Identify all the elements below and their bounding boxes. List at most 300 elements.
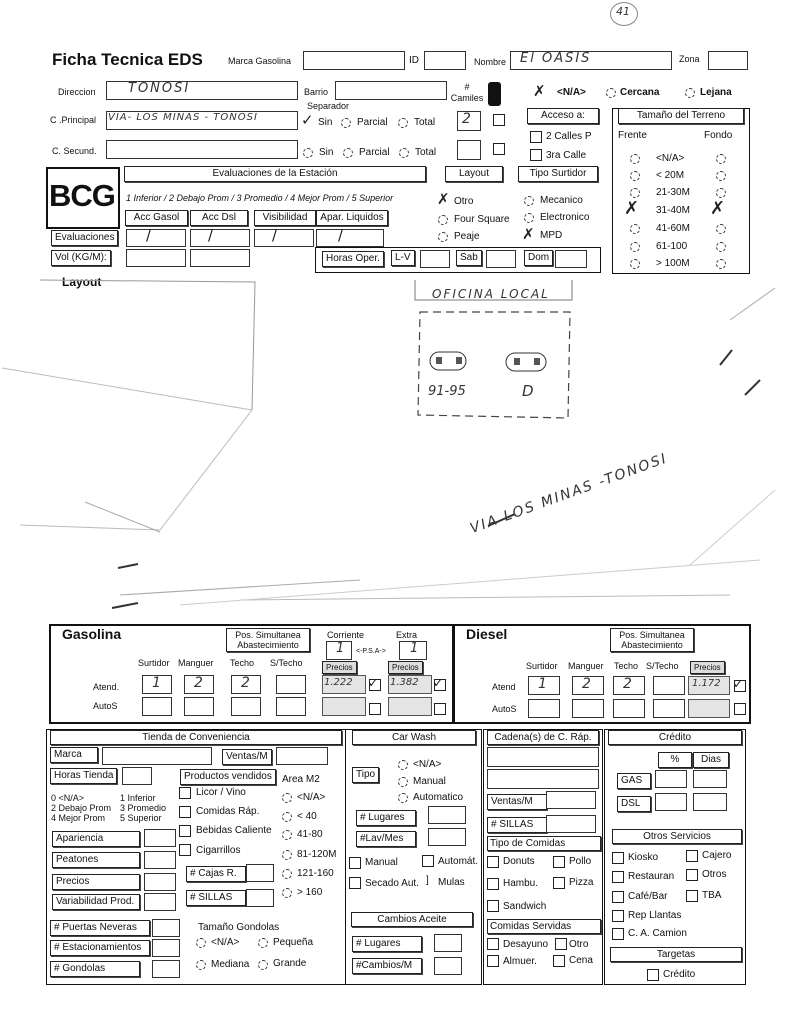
carwash-tipo: Tipo [352, 767, 379, 783]
servicio: Kiosko [628, 852, 659, 863]
tienda-horas-label: Horas Tienda [50, 768, 117, 784]
electronico-radio[interactable] [524, 213, 534, 223]
carwash-opt: Manual [413, 776, 446, 787]
frente-check-mark: ✗ [624, 198, 640, 219]
tienda-prod-check[interactable] [179, 825, 191, 837]
tienda-eval-field[interactable] [144, 873, 176, 891]
tienda-area: < 40 [297, 811, 317, 822]
cadena-field[interactable] [487, 747, 599, 767]
tienda-scale: 1 Inferior [120, 793, 156, 803]
tamano-option: 41-60M [656, 223, 690, 234]
gasolina-autos-field[interactable] [142, 697, 172, 716]
layout-section-label: Layout [62, 275, 102, 289]
carwash-radio[interactable] [398, 760, 408, 770]
cadena-tipo: Tipo de Comidas [487, 836, 601, 851]
tienda-eval-field[interactable] [144, 893, 176, 911]
marca-label: Marca Gasolina [228, 56, 292, 66]
servicio: TBA [702, 890, 722, 901]
camiles-label: # Camiles [450, 82, 484, 103]
credito-dsl: DSL [617, 796, 651, 812]
check-mark-icon: ✗ [533, 82, 546, 100]
gasolina-autos-field[interactable] [276, 697, 306, 716]
frente-radio[interactable] [630, 242, 640, 252]
tienda-area-radio[interactable] [282, 869, 292, 879]
cadena-title: Cadena(s) de C. Ráp. [487, 730, 599, 745]
comida-check[interactable] [487, 900, 499, 912]
comida-check[interactable] [553, 877, 565, 889]
acceso-title: Acceso a: [527, 108, 599, 124]
four-square-radio[interactable] [438, 215, 448, 225]
serv-check[interactable] [487, 938, 499, 950]
total-radio-2[interactable] [399, 148, 409, 158]
tienda-puertas-field[interactable] [152, 919, 180, 937]
eval-col-visibilidad: Visibilidad [254, 210, 316, 226]
carwash-cambiosm: #Cambios/M [352, 958, 422, 974]
credito-gas-dias[interactable] [693, 770, 727, 788]
calle3-label: 3ra Calle [546, 150, 587, 161]
tienda-eval-field[interactable] [144, 851, 176, 869]
gasolina-autos-check[interactable] [434, 703, 446, 715]
sin-label-2: Sin [319, 147, 334, 158]
tienda-marca-field[interactable] [102, 747, 212, 765]
horas-label: Horas Oper. [322, 251, 384, 267]
gasolina-precios-1: Precios [322, 661, 357, 674]
carwash-automat-check[interactable] [422, 855, 434, 867]
comida: Donuts [503, 856, 535, 867]
tienda-scale: 4 Mejor Prom [51, 813, 106, 823]
fondo-radio[interactable] [716, 224, 726, 234]
carwash-lugares-field[interactable] [428, 806, 466, 824]
barrio-label: Barrio [304, 87, 329, 97]
eval-field[interactable] [316, 226, 384, 247]
credito-targeta: Crédito [663, 969, 696, 980]
credito-pct: % [658, 752, 692, 768]
tamano-option: 21-30M [656, 187, 690, 198]
bcg-logo-text: BCG [49, 178, 115, 213]
eval-col-acc-dsl: Acc Dsl [190, 210, 248, 226]
vol-field[interactable] [190, 249, 250, 267]
carwash-lugares2: # Lugares [352, 936, 422, 952]
gasolina-col-techo: Techo [230, 658, 255, 668]
lejana-radio[interactable] [685, 88, 695, 98]
layout-opt-otro: Otro [454, 196, 474, 207]
serv: Almuer. [503, 956, 537, 967]
check-mark-icon: ✓ [433, 676, 444, 690]
tienda-prod: Licor / Vino [196, 787, 246, 798]
tienda-estac-field[interactable] [152, 939, 180, 957]
carwash-cambiosm-field[interactable] [434, 957, 462, 975]
nombre-value: El OASIS [520, 51, 592, 66]
eval-field[interactable] [254, 226, 314, 247]
zona-label: Zona [679, 54, 700, 64]
camiles-field-2[interactable] [457, 140, 481, 160]
marca-field[interactable] [303, 51, 405, 70]
gasolina-atend-value: 2 [241, 675, 252, 691]
sab-label: Sab [456, 250, 482, 266]
diesel-col-manguer: Manguer [568, 661, 604, 671]
principal-value: VIA- LOS MINAS - TONOSI [108, 112, 258, 123]
dom-label: Dom [524, 250, 553, 266]
gasolina-autos-price[interactable] [388, 697, 432, 716]
servicio-check[interactable] [612, 871, 624, 883]
servicio: Otros [702, 869, 727, 880]
tamano-option: 31-40M [656, 205, 690, 216]
tienda-gondolas-label: # Gondolas [50, 961, 140, 977]
principal-label: C .Principal [50, 115, 97, 125]
servicio: C. A. Camion [628, 928, 687, 939]
credito-title: Crédito [608, 730, 742, 745]
carwash-opt: <N/A> [413, 759, 442, 770]
tienda-eval-label: Variabilidad Prod. [52, 894, 140, 910]
direccion-value: TONOSI [128, 81, 191, 96]
layout-block-title: Layout [445, 166, 503, 182]
proximity-cercana: Cercana [620, 87, 660, 98]
evaluaciones-row-label: Evaluaciones [51, 230, 118, 246]
diesel-autos-field[interactable] [528, 699, 560, 718]
tienda-eval-label: Precios [52, 874, 140, 890]
diesel-atend-value: 2 [582, 676, 593, 692]
carwash-secado-check[interactable] [349, 877, 361, 889]
tienda-prod-check[interactable] [179, 806, 191, 818]
tamano-radio[interactable] [258, 960, 268, 970]
tienda-horas-field[interactable] [122, 767, 152, 785]
gasolina-price-2: 1.382 [390, 677, 419, 688]
tienda-cajas-field[interactable] [246, 864, 274, 882]
sab-field[interactable] [486, 250, 516, 268]
lv-field[interactable] [420, 250, 450, 268]
diesel-precios: Precios [690, 661, 725, 674]
tamano-option: <N/A> [656, 153, 685, 164]
serv-check[interactable] [555, 938, 567, 950]
calles2-label: 2 Calles P [546, 131, 592, 142]
fondo-check-mark: ✗ [710, 198, 726, 219]
gasolina-atend-label: Atend. [93, 682, 120, 692]
otros-servicios-title: Otros Servicios [612, 829, 742, 844]
tienda-scale: 0 <N/A> [51, 793, 85, 803]
comida-check[interactable] [553, 856, 565, 868]
tienda-sillas-field[interactable] [246, 889, 274, 907]
traffic-light-icon [488, 82, 501, 106]
total-radio-1[interactable] [398, 118, 408, 128]
layout-opt-peaje: Peaje [454, 231, 480, 242]
carwash-lavmes: #Lav/Mes [356, 831, 416, 847]
frente-radio[interactable] [630, 259, 640, 269]
diesel-autos-field[interactable] [613, 699, 645, 718]
credito-dsl-dias[interactable] [693, 793, 727, 811]
cadena-field[interactable] [487, 769, 599, 789]
tienda-scale: 5 Superior [120, 813, 162, 823]
credito-dsl-pct[interactable] [655, 793, 687, 811]
gasolina-autos-field[interactable] [231, 697, 261, 716]
frente-radio[interactable] [630, 188, 640, 198]
tienda-eval-label: Peatones [52, 852, 140, 868]
diesel-atend-value: 1 [538, 676, 549, 692]
tienda-area: <N/A> [297, 792, 326, 803]
serv-check[interactable] [553, 955, 565, 967]
tienda-area-radio[interactable] [282, 850, 292, 860]
tamano-radio[interactable] [196, 938, 206, 948]
tamano-radio[interactable] [196, 960, 206, 970]
carwash-opt: Automatico [413, 792, 464, 803]
corriente-value: 1 [336, 641, 347, 656]
calles2-check[interactable] [530, 131, 542, 143]
tamano-opt: Mediana [211, 959, 250, 970]
sin-radio-2[interactable] [303, 148, 313, 158]
tienda-puertas-label: # Puertas Neveras [50, 920, 150, 936]
serv: Desayuno [503, 939, 549, 950]
tamano-title: Tamaño del Terreno [618, 108, 744, 124]
servicio-check[interactable] [686, 850, 698, 862]
diesel-autos-price[interactable] [688, 699, 730, 718]
secund-label: C. Secund. [52, 146, 97, 156]
evaluaciones-title: Evaluaciones de la Estación [124, 166, 426, 182]
tienda-title: Tienda de Conveniencia [50, 730, 342, 745]
camiles-check[interactable] [493, 114, 505, 126]
carwash-cambios: Cambios Aceite [351, 912, 473, 927]
comida: Hambu. [503, 878, 539, 889]
gasolina-autos-price[interactable] [322, 697, 366, 716]
fondo-radio[interactable] [716, 259, 726, 269]
mecanico-radio[interactable] [524, 196, 534, 206]
sin-label-1: Sin [318, 117, 333, 128]
diesel-col-stecho: S/Techo [646, 661, 679, 671]
tamano-radio[interactable] [258, 938, 268, 948]
eval-slash-mark: / [208, 226, 214, 244]
tamano-opt: <N/A> [211, 937, 240, 948]
gasolina-atend-field[interactable] [276, 675, 306, 694]
gasolina-extra: Extra [396, 630, 418, 640]
fondo-radio[interactable] [716, 171, 726, 181]
serv-check[interactable] [487, 955, 499, 967]
servicio-check[interactable] [612, 928, 624, 940]
targetas-title: Targetas [610, 947, 742, 962]
carwash-radio[interactable] [398, 793, 408, 803]
gasolina-atend-value: 2 [194, 675, 205, 691]
credito-gas: GAS [617, 773, 651, 789]
tienda-area: 121-160 [297, 868, 334, 879]
carwash-automat: Automát. [438, 856, 479, 867]
fondo-radio[interactable] [716, 242, 726, 252]
gasolina-pos: Pos. Simultanea Abastecimiento [226, 628, 310, 652]
credito-dias: Dias [693, 752, 729, 768]
eval-col-acc-gasol: Acc Gasol [125, 210, 188, 226]
cadena-sillas-field[interactable] [546, 815, 596, 833]
tienda-productos-label: Productos vendidos [180, 769, 276, 785]
surtidor-opt-mpd: MPD [540, 230, 563, 241]
serv: Cena [569, 955, 593, 966]
check-mark-icon: ✓ [368, 676, 379, 690]
carwash-radio[interactable] [398, 777, 408, 787]
eval-slash-mark: / [146, 226, 152, 244]
gasolina-precios-2: Precios [388, 661, 423, 674]
carwash-manual-check[interactable] [349, 857, 361, 869]
total-label-2: Total [415, 147, 437, 158]
cadena-servidas: Comidas Servidas [487, 919, 601, 934]
id-label: ID [409, 55, 419, 66]
tamano-option: < 20M [656, 170, 685, 181]
tienda-ventas-field[interactable] [276, 747, 328, 765]
otro-check-mark: ✗ [437, 190, 450, 208]
tienda-area-radio[interactable] [282, 830, 292, 840]
carwash-manual: Manual [365, 857, 398, 868]
parcial-label-1: Parcial [357, 117, 388, 128]
id-field[interactable] [424, 51, 466, 70]
carwash-title: Car Wash [352, 730, 476, 745]
proximity-na: <N/A> [557, 87, 586, 98]
servicio-check[interactable] [686, 890, 698, 902]
secund-field[interactable] [106, 140, 298, 159]
carwash-lugares: # Lugares [356, 810, 416, 826]
tienda-prod: Cigarrillos [196, 845, 241, 856]
diesel-autos-field[interactable] [572, 699, 604, 718]
tienda-area-radio[interactable] [282, 888, 292, 898]
diesel-title: Diesel [466, 626, 508, 642]
sketch-pump1-label: 91-95 [428, 384, 466, 399]
tienda-gondolas-field[interactable] [152, 960, 180, 978]
carwash-lavmes-field[interactable] [428, 828, 466, 846]
tienda-prod-check[interactable] [179, 844, 191, 856]
gasolina-autos-field[interactable] [184, 697, 214, 716]
frente-radio[interactable] [630, 224, 640, 234]
carwash-secado: Secado Aut. [365, 878, 419, 889]
peaje-radio[interactable] [438, 232, 448, 242]
page-title: Ficha Tecnica EDS [52, 50, 203, 69]
diesel-atend-field[interactable] [653, 676, 685, 695]
carwash-mulas-bracket: ] [426, 875, 429, 886]
frente-label: Frente [618, 130, 647, 141]
sin-check: ✓ [301, 111, 314, 129]
tienda-sillas-label: # SILLAS [186, 890, 246, 906]
camiles-value: 2 [462, 111, 473, 127]
calle3-check[interactable] [530, 149, 542, 161]
tamano-option: 61-100 [656, 241, 688, 252]
comida-check[interactable] [487, 856, 499, 868]
direccion-label: Direccion [58, 87, 96, 97]
servicio-check[interactable] [612, 891, 624, 903]
diesel-atend-value: 2 [623, 676, 634, 692]
dom-field[interactable] [555, 250, 587, 268]
parcial-radio-1[interactable] [341, 118, 351, 128]
comida: Pizza [569, 877, 594, 888]
diesel-col-surtidor: Surtidor [526, 661, 558, 671]
gasolina-price-1: 1.222 [324, 677, 353, 688]
servicio: Cajero [702, 850, 732, 861]
diesel-autos-field[interactable] [653, 699, 685, 718]
diesel-autos-label: AutoS [492, 704, 517, 714]
parcial-label-2: Parcial [359, 147, 390, 158]
gasolina-corriente: Corriente [327, 630, 365, 640]
barrio-field[interactable] [335, 81, 447, 100]
fondo-radio[interactable] [716, 154, 726, 164]
eval-slash-mark: / [338, 226, 344, 244]
comida: Pollo [569, 856, 592, 867]
check-mark-icon: ✓ [733, 677, 744, 691]
tienda-eval-label: Apariencia [52, 831, 140, 847]
tienda-area-radio[interactable] [282, 812, 292, 822]
fondo-label: Fondo [704, 130, 733, 141]
serv: Otro [569, 939, 589, 950]
credito-targeta-check[interactable] [647, 969, 659, 981]
layout-sketch [0, 270, 791, 625]
tamano-option: > 100M [656, 258, 690, 269]
lv-label: L-V [391, 250, 415, 266]
tienda-ventas-label: Ventas/M [222, 749, 272, 765]
tienda-estac-label: # Estacionamientos [50, 940, 150, 956]
fondo-radio[interactable] [716, 188, 726, 198]
cadena-ventas-field[interactable] [546, 791, 596, 809]
diesel-col-techo: Techo [614, 661, 639, 671]
layout-opt-four-square: Four Square [454, 214, 510, 225]
extra-value: 1 [410, 641, 421, 656]
psa-label: <-P.S.A-> [356, 648, 386, 655]
frente-radio[interactable] [630, 154, 640, 164]
tienda-eval-field[interactable] [144, 829, 176, 847]
surtidor-title: Tipo Surtidor [518, 166, 598, 182]
tienda-area: 41-80 [297, 829, 323, 840]
servicio-check[interactable] [612, 910, 624, 922]
gasolina-col-stecho: S/Techo [270, 658, 303, 668]
proximity-lejana: Lejana [700, 87, 732, 98]
cercana-radio[interactable] [606, 88, 616, 98]
servicio-check[interactable] [686, 869, 698, 881]
frente-radio[interactable] [630, 171, 640, 181]
comida-check[interactable] [487, 878, 499, 890]
evaluaciones-scale: 1 Inferior / 2 Debajo Prom / 3 Promedio / 4 Mejor Prom / 5 Superior [126, 193, 394, 203]
tienda-tamano-label: Tamaño Gondolas [198, 922, 280, 933]
servicio: Café/Bar [628, 891, 668, 902]
tamano-opt: Pequeña [273, 937, 314, 948]
diesel-atend-label: Atend [492, 682, 516, 692]
tienda-cajas-label: # Cajas R. [186, 866, 246, 882]
cadena-sillas: # SILLAS [487, 817, 547, 833]
eval-field[interactable] [190, 226, 250, 247]
comida: Sandwich [503, 901, 547, 912]
diesel-price: 1.172 [692, 678, 721, 689]
gasolina-col-surtidor: Surtidor [138, 658, 170, 668]
gasolina-col-manguer: Manguer [178, 658, 214, 668]
eval-field[interactable] [126, 226, 186, 247]
carwash-lugares2-field[interactable] [434, 934, 462, 952]
diesel-autos-check[interactable] [734, 703, 746, 715]
vol-row-label: Vol (KG/M): [51, 250, 111, 266]
parcial-radio-2[interactable] [343, 148, 353, 158]
gasolina-atend-value: 1 [152, 675, 163, 691]
vol-field[interactable] [126, 249, 186, 267]
sketch-pump2-label: D [522, 382, 536, 400]
tienda-area-radio[interactable] [282, 793, 292, 803]
separador-label: Separador [307, 101, 350, 111]
sketch-oficina-label: OFICINA LOCAL [432, 287, 550, 301]
camiles-check-2[interactable] [493, 143, 505, 155]
gasolina-title: Gasolina [62, 626, 122, 642]
total-label-1: Total [414, 117, 436, 128]
surtidor-opt-electronico: Electronico [540, 212, 590, 223]
tienda-scale: 3 Promedio [120, 803, 167, 813]
gasolina-autos-check[interactable] [369, 703, 381, 715]
tienda-prod: Bebidas Caliente [196, 825, 272, 836]
credito-gas-pct[interactable] [655, 770, 687, 788]
servicio: Restauran [628, 871, 675, 882]
tienda-marca-label: Marca [50, 747, 98, 763]
servicio-check[interactable] [612, 852, 624, 864]
tienda-scale: 2 Debajo Prom [51, 803, 112, 813]
zona-field[interactable] [708, 51, 748, 70]
eval-slash-mark: / [272, 226, 278, 244]
tamano-opt: Grande [273, 958, 307, 969]
tienda-area: 81-120M [297, 849, 337, 860]
tienda-prod-check[interactable] [179, 787, 191, 799]
cadena-ventas: Ventas/M [487, 794, 547, 810]
